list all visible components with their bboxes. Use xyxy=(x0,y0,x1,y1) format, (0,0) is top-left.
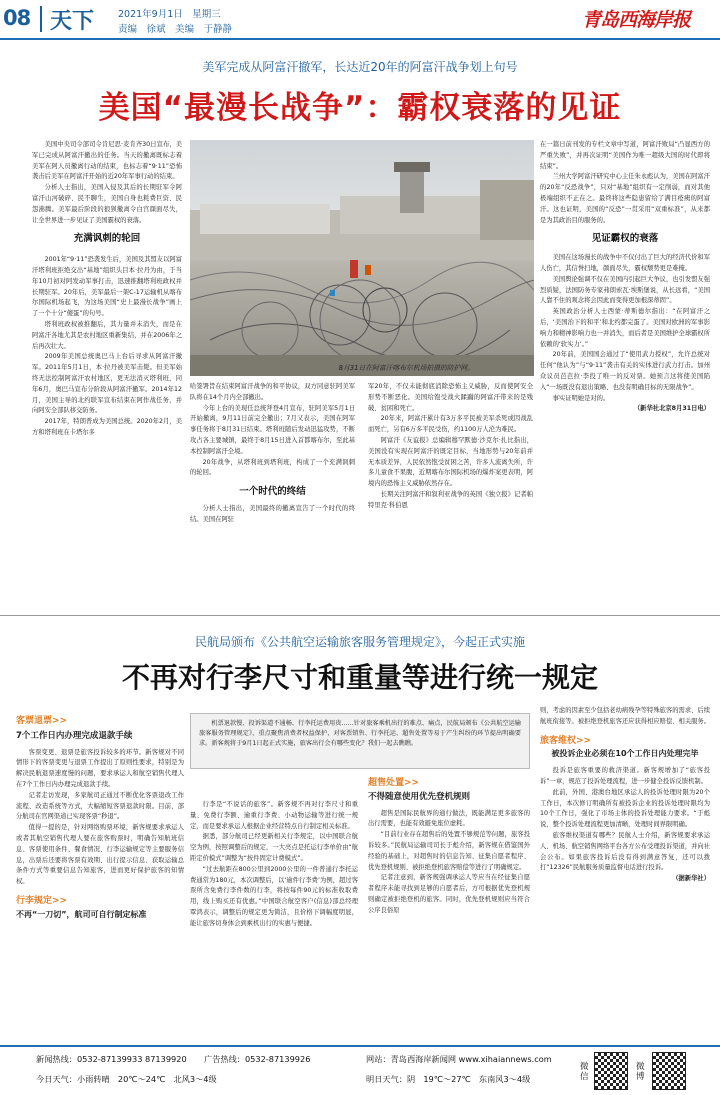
weibo-label: 微博 xyxy=(636,1062,645,1082)
paragraph: 行李是“不说话的旅客”。新客规不再对行李尺寸和重量、免费行李额、逾重行李费、小动物运输等进行统一规定，而是要求承运人根据企业经营特点自行制定相关标准。 xyxy=(190,801,358,830)
paragraph: 在一篇日前刊发的专栏文章中写道，阿富汗败局“凸显西方的严重失败”，并再次证明“美国作为唯一超级大国的时代即将结束”。 xyxy=(540,141,710,170)
wechat-label: 微信 xyxy=(580,1062,589,1082)
newspaper-logo: 青岛西海岸报 xyxy=(582,9,691,31)
section-title: 天下 xyxy=(50,9,95,34)
subheading: 一个时代的终结 xyxy=(239,486,306,498)
paragraph: 20年来，阿富汗累计有3万多平民被美军杀死或因战乱而死亡，另有6万多平民受伤，约1100万人沦为难民。 xyxy=(368,415,533,434)
box-label-baggage: 行李规定>> xyxy=(16,895,68,906)
article1-photo xyxy=(190,140,534,376)
paragraph: 美国中央司令部司令肯尼思·麦肯齐30日宣布，美军已完成从阿富汗撤出的任务。当天的撤离既标志着美军在阿人员撤离行动的结束，也标志着“9·11”恐怖袭击后美军在阿富汗开始的近20年军事行动的结束。 xyxy=(32,141,182,181)
box-label-refund: 客票退票>> xyxy=(16,716,68,726)
paragraph: “目前行业存在超售后的处置不够规范等问题，旅客投诉较多。”民航局运输司司长于彪介绍，新客规在借鉴国外经验的基础上，对超售时的信息告知、征集自愿者程序、优先登机规则、被拒绝登机旅客赔偿等进行了明确规定。 xyxy=(368,831,530,871)
paragraph: 旅客维权渠道有哪些？民航人士介绍，新客规要求承运人、机场、航空销售网络平台各方公布受理投诉渠道，并向社会公布。如果旅客投诉后没有得到满意答复，还可以拨打“12326”民航服务质量监督电话进行投诉。 xyxy=(540,831,711,872)
article2-column-1 xyxy=(16,716,184,921)
box-title-refund: 7个工作日内办理完成退款手续 xyxy=(16,730,133,741)
footer xyxy=(0,1048,720,1095)
paragraph: 美国舆论强调不仅在美国内引起巨大争议，也引发盟友强烈质疑，法国防务专家弗朗索瓦·埃斯堡说，从长远看，“美国人靠不住的观念将会因此而变得更加根深蒂固”。 xyxy=(540,275,711,305)
paragraph: 据悉，部分航司已经更新相关行李规定，以中国联合航空为例，按照调整后的规定，一大亮点是托运行李单价由“航距定价模式”调整为“按件固定计费模式”。 xyxy=(190,833,358,862)
weather-tomorrow: 明日天气：阴 19℃～27℃ 东南风3～4级 xyxy=(366,1074,531,1084)
footer-rule xyxy=(0,1045,720,1047)
paragraph: 塔利班政权被推翻后，其力量并未消失，而是在阿富汗各地尤其是农村地区重新集结，并在2006年之后再次壮大。 xyxy=(32,320,182,350)
paragraph: 20年前，美国国会通过了“使用武力授权”，允许总统对任何“他认为”与“9·11”袭击有关的实体进行武力打击。加州众议员芭芭拉·李投了唯一的反对票。她预言这将使美国陷入“一场既没有退出策略、也没有明确目标的无限战争”。 xyxy=(540,351,710,391)
website-url: 青岛西海岸新闻网 www.xihaiannews.com xyxy=(390,1054,552,1064)
paragraph: 哈签署旨在结束阿富汗战争的和平协议，双方同意驻阿美军队将在14个月内全部撤出。 xyxy=(190,383,355,401)
issue-date xyxy=(118,6,221,20)
paragraph: 此前，外国、港澳台地区承运人的投诉处理时限为20个工作日，本次修订明确所有被投诉企业的投诉处理时限均为10个工作日，强化了市场主体的投诉处理能力要求。“于彪说，整个投诉处理流程更加清晰，处理时间界限明确。 xyxy=(540,788,710,829)
article1-kicker: 美军完成从阿富汗撤军，长达近20年的阿富汗战争划上句号 xyxy=(202,60,518,74)
paragraph: 分析人士指出，美国入侵及其后的长期驻军令阿富汗山河破碎、民不聊生，美国自身也耗费巨资、民怨沸腾。美军最后阶段的狼狈撤离令白宫颜面尽失，让全世界进一步见证了美国霸权的衰落。 xyxy=(32,184,182,224)
article2-headline: 不再对行李尺寸和重量等进行统一规定 xyxy=(121,661,598,694)
article1-headline: 美国“最漫长战争”：霸权衰落的见证 xyxy=(98,90,622,126)
article1-column-3 xyxy=(368,382,533,512)
box-title-oversale: 不得随意使用优先登机规则 xyxy=(368,791,471,802)
article1-column-1 xyxy=(32,140,182,439)
paragraph: 今年上台的美现任总统拜登4月宣布，驻阿美军5月1日开始撤离，9月11日前完全撤出；7月又表示，美国在阿军事任务将于8月31日结束。塔利班随后发动迅猛攻势，不断攻占各主要城镇，最终于8月15日进入首都喀布尔，至此基本控制阿富汗全境。 xyxy=(190,404,355,455)
masthead-rule xyxy=(0,38,720,40)
news-hotline: 新闻热线：0532-87139933 87139920 xyxy=(36,1054,187,1064)
weekday: 星期三 xyxy=(192,9,221,20)
paragraph: 值得一提的是，针对网络购票环境，新客规要求承运人或者其航空销售代理人要在旅客购票时，明确告知航班信息、客票使用条件、餐食情况、行李运输规定等主要服务信息，出票后还要将客票有效期、出行提示信息、获取运输总条件方式等重要信息告知旅客，进而更好保护旅客的知情权。 xyxy=(16,824,184,886)
article1-source: （新华社北京8月31日电） xyxy=(633,405,710,413)
article-separator xyxy=(0,615,720,616)
article1-column-4 xyxy=(540,140,710,415)
paragraph: 20年战争，从塔利班到塔利班，构成了一个充满讽刺的轮回。 xyxy=(190,458,355,477)
paragraph: 客票变更、退票是旅客投诉较多的环节。新客规对不同情形下的客票变更与退票工作提出了原则性要求，特别是为解决民航退票速度慢的问题，要求承运人和航空销售代理人在7个工作日内办理完成退款手续。 xyxy=(16,748,184,788)
paragraph: 兰州大学阿富汗研究中心主任朱永彪认为，美国在阿富汗的20年“反恐战争”，只对“基地”组织有一定削弱，而对其他极端组织不正在之。最终将这些隐患留给了满目疮痍的阿富汗。这也证明，美国的“反恐”一贯采用“双重标准”，从来都是为其政治目的服务的。 xyxy=(540,173,711,224)
website-label: 网站： xyxy=(366,1054,391,1064)
box-label-oversale: 超售处置>> xyxy=(368,778,420,788)
article2-abstract: 机票退款慢、投诉渠道不通畅、行李托运费用贵……针对旅客乘机出行的难点、痛点，民航局颁布《公共航空运输旅客服务管理规定》，重点聚焦消费者权益保护，对客票销售、行李托运、超售处置等易于产生纠纷的环节提出明确要求。新客规将于9月1日起正式实施，旅客出行会有哪些变化？我们一起去瞧瞧。 xyxy=(199,720,521,748)
article2-source: （据新华社） xyxy=(672,875,710,883)
paragraph: “过去航距在800公里到2000公里的一件普通行李托运费通常为180元，本次调整后，以‘逾件行李费’为例，超过客票所含免费行李件数的行李，将按每件90元的标准收取费用，线上购买还有优惠。”中国联合航空客户(信息)部总经理覃鸿表示，调整后的规定更为简洁，且价格下调幅度明显，能让旅客切身体会到乘机出行的实惠与便捷。 xyxy=(190,865,358,927)
paragraph: 2017年，特朗普成为美国总统。2020年2月，美方和塔利班在卡塔尔多 xyxy=(32,418,182,436)
article2-column-2 xyxy=(190,800,358,930)
subheading: 见证霸权的衰落 xyxy=(591,233,659,245)
masthead xyxy=(0,0,720,40)
subheading: 充满讽刺的轮回 xyxy=(73,233,141,245)
ad-hotline: 广告热线：0532-87139926 xyxy=(204,1054,311,1064)
paragraph: 2009年美国总统奥巴马上台后寻求从阿富汗撤军。2011年5月1日，本·拉丹被美军击毙。但美军始终无法控制阿富汗农村地区，更无法消灭塔利班，同年6月，奥巴马宣布分阶段从阿富汗撤军。2014年12月，美国主导的北约联军宣布结束在阿作战任务，并向阿安全部队移交防务。 xyxy=(32,353,182,415)
paragraph: 英国政治分析人士西蒙·蒂斯德尔指出：“在阿富汗之后，‘美国治下的和平’和北约都完蛋了。美国对欧洲的军事影响力和精神影响力也一并消失，而后者是美国维护全球霸权所依赖的‘软实力’。” xyxy=(540,308,711,348)
paragraph: 军20年，不仅未能彻底消除恐怖主义威胁，反而使阿安全形势不断恶化。美国给饱受战火蹂躏的阿富汗带来的是残破、贫困和死亡。 xyxy=(368,383,533,412)
airport-scene-image xyxy=(190,140,534,376)
paragraph: 长期关注阿富汗和叙利亚战争的英国《独立报》记者帕特里克·科伯恩 xyxy=(368,490,533,509)
page-number-divider xyxy=(40,6,42,32)
paragraph: 投诉是旅客重要的救济渠道。新客规增加了“旅客投诉”一章，规范了投诉处理流程，进一步健全投诉反馈机制。 xyxy=(540,767,710,785)
article1-column-2 xyxy=(190,382,355,526)
article2-column-3 xyxy=(368,778,530,917)
paragraph: 阿富汗《友谊报》总编辑穆罕默德·沙克尔·扎比指出，美国没有实现在阿富汗的既定目标，当地形势与20年前并无本质差异，人民依然饱受贫困之苦，许多人流离失所，许多儿童食不果腹，近期喀布尔国际机场的爆炸案更表明，阿境内的恐怖主义威胁依然存在。 xyxy=(368,436,533,488)
paragraph: 美国在这场漫长的战争中不仅付出了巨大的经济代价和军人伤亡，其信誉扫地，颜面尽失，霸权颓势更是难掩。 xyxy=(540,254,711,272)
weather-today: 今日天气：小雨转晴 20℃～24℃ 北风3～4级 xyxy=(36,1074,217,1084)
website-link[interactable] xyxy=(366,1054,552,1065)
paragraph: 记者注意到，新客规强调承运人等应当在经征集自愿者程序未能寻找到足够的自愿者后，方可根据优先登机规则确定被拒绝登机的旅客。同时，优先登机规则应当符合公序良俗原 xyxy=(368,874,530,914)
box-title-rights: 被投诉企业必须在10个工作日内处理完毕 xyxy=(551,749,699,759)
box-label-rights: 旅客维权>> xyxy=(540,735,592,746)
article2-abstract-box xyxy=(190,713,530,769)
paragraph: 记者走访发现，多家航司正通过不断优化客票退改工作流程、改造系统等方式，大幅缩短客票退款时限。目前，部分航司在官网渠道已实现客票“秒退”。 xyxy=(16,791,184,821)
page-number: 08 xyxy=(3,6,31,30)
photo-caption: 8月31日在阿富汗喀布尔机场拍摄的防护网。 xyxy=(338,364,474,372)
weibo-qr-icon[interactable] xyxy=(652,1052,686,1090)
paragraph: 则，考虑的因素至少包括老幼病残孕等特殊旅客的需求、后续航班衔接等。被拒绝登机旅客还应获得相应赔偿、相关服务。 xyxy=(540,707,711,725)
article2-kicker: 民航局颁布《公共航空运输旅客服务管理规定》，今起正式实施 xyxy=(194,635,525,649)
box-title-baggage: 不再“一刀切”，航司可自行制定标准 xyxy=(16,909,147,919)
article2-column-4 xyxy=(540,706,710,885)
paragraph: 分析人士指出，美国最终的撤离宣告了一个时代的终结。美国在阿驻 xyxy=(190,504,355,523)
wechat-qr-icon[interactable] xyxy=(594,1052,628,1090)
paragraph: 2001年“9·11”恐袭发生后，美国及其盟友以阿富汗塔利班拒绝交出“基地”组织头目本·拉丹为由，于当年10月初对阿发动军事打击，迅速推翻塔利班政权并长期驻军。20年后，美军最后一架C-17运输机从喀布尔国际机场起飞，为这场美国“史上最漫长战争”画上了一个十分“傻蛋”的句号。 xyxy=(32,256,182,318)
date: 2021年9月1日 xyxy=(118,9,183,20)
paragraph: 事实证明她是对的。 xyxy=(552,394,610,402)
paragraph: 超售是国际民航界的通行做法，既能满足更多旅客的出行需要，也能有效避免座位虚耗。 xyxy=(368,809,530,828)
editor-line: 责编 徐斌 美编 于静静 xyxy=(118,24,233,35)
